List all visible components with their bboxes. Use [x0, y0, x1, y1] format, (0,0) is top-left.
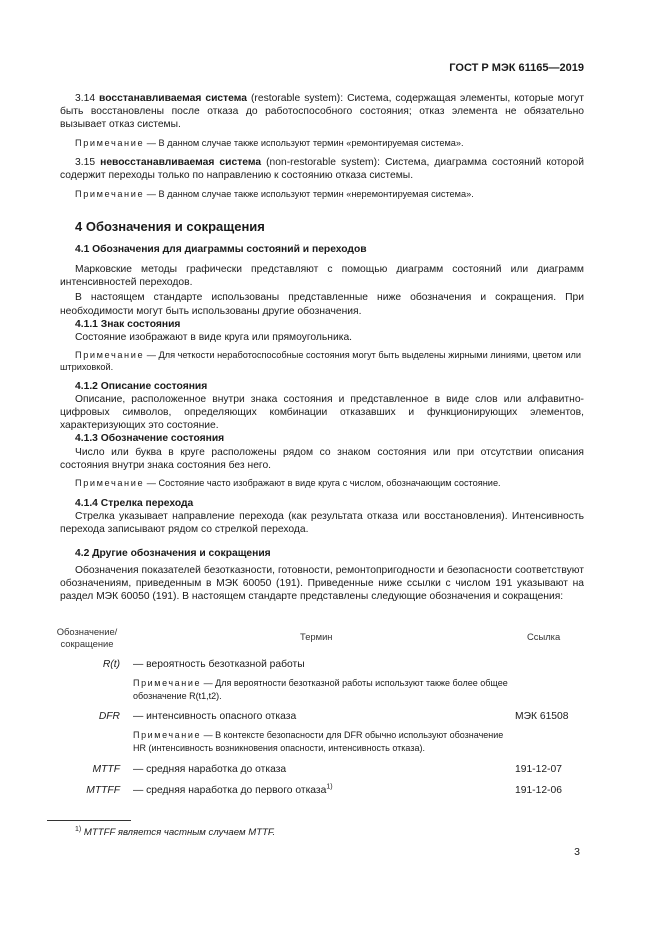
table-row-symbol: MTTF	[92, 764, 120, 775]
note-text: — Состояние часто изображают в виде круга с числом, обозначающим состояние.	[144, 478, 501, 488]
section-4-1-4-title: 4.1.4 Стрелка перехода	[75, 498, 194, 509]
table-row-ref: 191-12-06	[515, 785, 562, 796]
note-text: — В данном случае также используют термин «ремонтируемая система».	[144, 138, 464, 148]
paragraph: В настоящем стандарте использованы представленные ниже обозначения и сокращения. При необходимости могут быть использованы другие обозначения.	[60, 292, 584, 317]
note-label: Примечание	[133, 678, 202, 688]
note-label: Примечание	[75, 350, 145, 360]
paragraph: Марковские методы графически представляют с помощью диаграмм состояний или диаграмм интенсивностей переходов.	[60, 264, 584, 289]
paragraph: Описание, расположенное внутри знака состояния и представленное в виде слов или алфавитно-цифровых символов, определяющих комбинации отказавших и функционирующих элементов, характеризующих это состояние.	[60, 394, 584, 432]
footnote-divider	[47, 820, 131, 821]
section-4-1-1-title: 4.1.1 Знак состояния	[75, 319, 181, 330]
table-row-ref: МЭК 61508	[515, 711, 569, 722]
document-header: ГОСТ Р МЭК 61165—2019	[449, 62, 584, 74]
def-text: (restorable system): Система, содержащая элементы, которые могут быть восстановлены после отказа до работоспособного состояния; отказ элемента не обязательно вызывает отказ системы.	[60, 93, 584, 131]
note-text: — В контексте безопасности для DFR обычно используют обозначение HR (интенсивность возникновения опасности, интенсивность отказа).	[133, 730, 504, 753]
column-header-term: Термин	[300, 631, 333, 642]
note-text: — Для вероятности безотказной работы используют также более общее обозначение R(t1,t2).	[133, 678, 508, 701]
section-4-1-body	[60, 263, 584, 318]
def-text: (non-restorable system): Система, диаграмма состояний которой содержит переходы только по направлению к состоянию отказа системы.	[60, 157, 584, 182]
paragraph: Стрелка указывает направление перехода (как результата отказа или восстановления). Интенсивность перехода записывают рядом со стрелкой перехода.	[60, 511, 584, 536]
section-4-1-title: 4.1 Обозначения для диаграммы состояний и переходов	[75, 244, 367, 255]
note-text: — В данном случае также используют термин «неремонтируемая система».	[144, 189, 474, 199]
note-label: Примечание	[75, 138, 145, 148]
note-4-1-3	[60, 477, 584, 489]
table-row-term: — средняя наработка до отказа	[133, 764, 287, 775]
note-4-1-1	[60, 349, 584, 374]
def-num: 3.15	[75, 157, 101, 168]
section-4-2-title: 4.2 Другие обозначения и сокращения	[75, 548, 271, 559]
footnote	[75, 826, 275, 839]
page-number: 3	[574, 846, 580, 858]
term-text: — средняя наработка до первого отказа	[133, 785, 327, 796]
footnote-ref: 1)	[326, 783, 333, 791]
footnote-text: MTTFF является частным случаем MTTF.	[83, 827, 276, 838]
def-term: восстанавливаемая система	[99, 93, 247, 104]
section-4-title: 4 Обозначения и сокращения	[75, 219, 265, 234]
section-4-1-2-title: 4.1.2 Описание состояния	[75, 381, 208, 392]
column-header-ref: Ссылка	[527, 631, 561, 642]
section-4-1-2-body	[60, 393, 584, 433]
section-4-1-3-body	[60, 446, 584, 472]
note-label: Примечание	[133, 730, 202, 740]
table-row-symbol: R(t)	[102, 659, 120, 670]
definition-3-15	[60, 156, 584, 182]
paragraph: Обозначения показателей безотказности, готовности, ремонтопригодности и безопасности соответствуют обозначениям, приведенным в МЭК 60050 (191). Приведенные ниже ссылки с числом 191 указывают на раздел МЭК 60050 (191). В настоящем стандарте представлены следующие обозначения и сокращения:	[60, 565, 584, 603]
table-row-note	[133, 729, 513, 754]
table-row-symbol: MTTFF	[86, 785, 120, 796]
section-4-2-body	[60, 564, 584, 604]
note-3-14	[60, 137, 584, 149]
note-label: Примечание	[75, 478, 145, 488]
table-row-term	[133, 784, 333, 797]
section-4-1-4-body	[60, 510, 584, 536]
paragraph: Состояние изображают в виде круга или прямоугольника.	[75, 332, 353, 343]
note-label: Примечание	[75, 189, 145, 199]
table-row-term: — вероятность безотказной работы	[133, 659, 305, 670]
table-row-term: — интенсивность опасного отказа	[133, 711, 297, 722]
section-4-1-1-body	[60, 331, 584, 344]
definition-3-14	[60, 92, 584, 132]
section-4-1-3-title: 4.1.3 Обозначение состояния	[75, 433, 225, 444]
note-text: — Для четкости неработоспособные состояния могут быть выделены жирными линиями, цветом или штриховкой.	[60, 350, 582, 373]
note-3-15	[60, 188, 584, 200]
table-row-ref: 191-12-07	[515, 764, 562, 775]
column-header-symbol: Обозначение/ сокращение	[56, 626, 118, 649]
table-row-note	[133, 677, 513, 702]
paragraph: Число или буква в круге расположены рядом со знаком состояния или при отсутствии описания состояния внутри знака состояния без него.	[60, 447, 584, 472]
table-row-symbol: DFR	[98, 711, 120, 722]
def-term: невосстанавливаемая система	[100, 157, 262, 168]
def-num: 3.14	[75, 93, 100, 104]
footnote-mark: 1)	[75, 825, 82, 833]
